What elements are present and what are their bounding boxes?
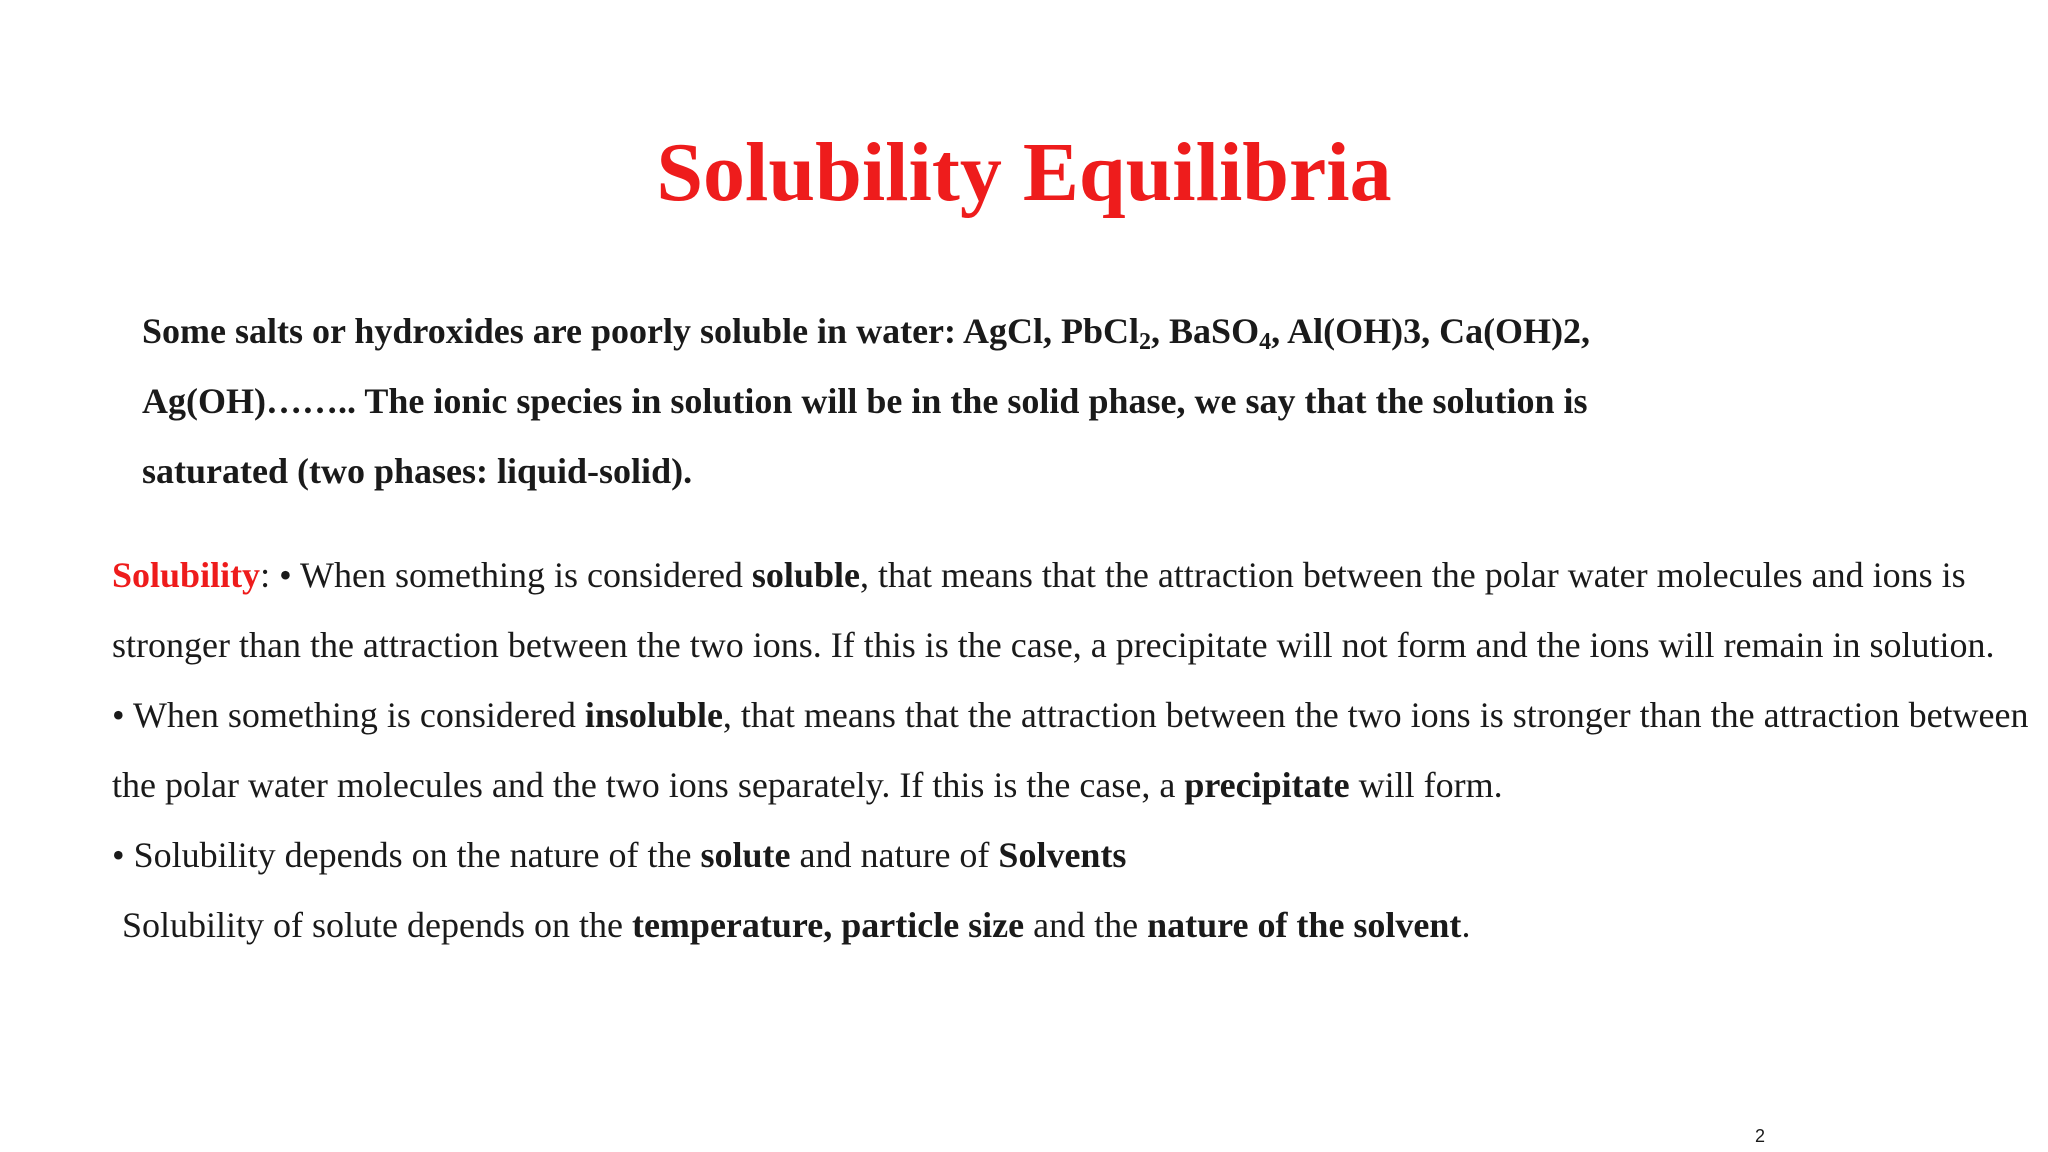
slide-title: Solubility Equilibria <box>656 126 1392 219</box>
depends-paragraph <box>112 820 2037 890</box>
nature-term: nature of the solvent <box>1147 905 1462 945</box>
page-number: 2 <box>1755 1126 1766 1146</box>
subscript-2: 2 <box>1139 329 1152 355</box>
insoluble-term: insoluble <box>584 695 723 735</box>
precipitate-term: precipitate <box>1184 765 1350 805</box>
factors-paragraph <box>112 890 2037 960</box>
solubility-colon: : • When something is considered <box>260 555 752 595</box>
insoluble-end: will form. <box>1349 765 1503 805</box>
soluble-explanation: , that means that the attraction between the polar water molecules and ions is stronger than the attraction between the two ions. If this is the case, a precipitate will not form and the ions will remain in solution. <box>112 555 1995 665</box>
factors-lead: Solubility of solute depends on the <box>122 905 632 945</box>
intro-text-3: , Al(OH)3, Ca(OH)2, Ag(OH)…….. The ionic species in solution will be in the solid phase, we say that the solution is saturated (two phases: liquid-solid). <box>142 311 1591 491</box>
subscript-4: 4 <box>1259 329 1272 355</box>
solute-term: solute <box>700 835 791 875</box>
body-text <box>112 540 2037 960</box>
depends-mid: and nature of <box>790 835 999 875</box>
intro-paragraph <box>142 296 1742 506</box>
intro-text-1: Some salts or hydroxides are poorly soluble in water: AgCl, PbCl <box>142 311 1140 351</box>
solubility-paragraph <box>112 540 2037 680</box>
insoluble-explanation: , that means that the attraction between the two ions is stronger than the attraction between the polar water molecules and the two ions separately. If this is the case, a <box>112 695 2029 805</box>
solubility-label: Solubility <box>112 555 261 595</box>
intro-text-2: , BaSO <box>1151 311 1260 351</box>
solvents-term: Solvents <box>998 835 1127 875</box>
factors-mid: and the <box>1024 905 1148 945</box>
factors-term: temperature, particle size <box>631 905 1025 945</box>
factors-end: . <box>1461 905 1471 945</box>
depends-lead: • Solubility depends on the nature of the <box>112 835 701 875</box>
insoluble-paragraph <box>112 680 2037 820</box>
soluble-term: soluble <box>751 555 860 595</box>
insoluble-lead: • When something is considered <box>112 695 585 735</box>
